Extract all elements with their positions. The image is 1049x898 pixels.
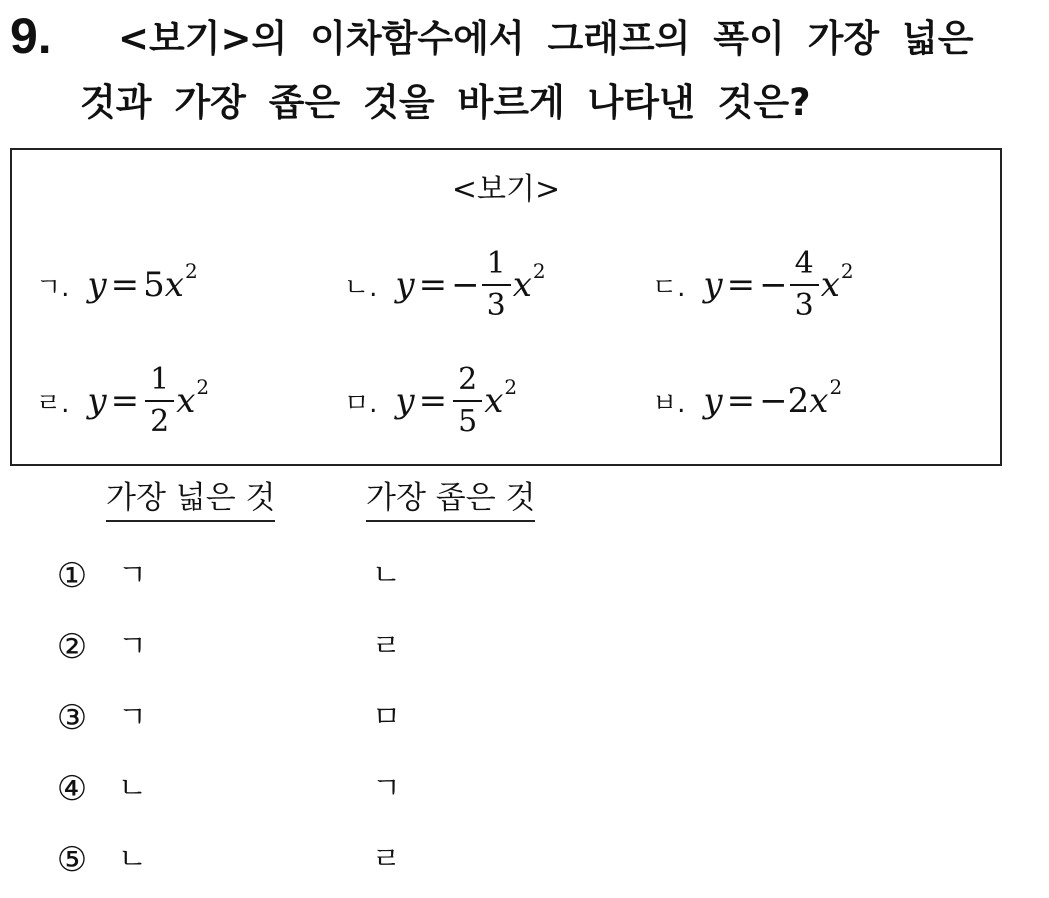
x-variable: x xyxy=(512,265,532,305)
example-item-bieup xyxy=(652,356,842,446)
item-marker: ㄷ. xyxy=(652,272,686,303)
equation xyxy=(395,362,517,440)
y-variable: y xyxy=(87,265,107,305)
minus-sign: − xyxy=(759,265,788,305)
exponent: 2 xyxy=(196,375,210,399)
equation xyxy=(395,246,545,324)
item-marker: ㅁ. xyxy=(344,388,378,419)
fraction xyxy=(145,362,174,440)
answer-choice-5[interactable] xyxy=(0,828,1049,898)
y-variable: y xyxy=(395,265,415,305)
example-item-rieul xyxy=(36,356,209,446)
equals-sign: = xyxy=(726,381,756,421)
choice-number[interactable]: ③ xyxy=(56,698,88,738)
x-variable: x xyxy=(484,381,504,421)
choice-narrowest: ㄹ xyxy=(372,629,401,664)
choice-widest: ㄱ xyxy=(118,700,147,735)
equation xyxy=(703,375,843,421)
y-variable: y xyxy=(395,381,415,421)
minus-sign: − xyxy=(451,265,480,305)
equals-sign: = xyxy=(418,381,448,421)
column-header-narrowest: 가장 좁은 것 xyxy=(366,478,535,522)
choice-widest: ㄴ xyxy=(118,771,147,806)
example-item-nieun xyxy=(344,240,546,330)
equation xyxy=(703,246,853,324)
equation xyxy=(87,259,198,305)
minus-sign: − xyxy=(759,381,788,421)
question-text-line-1: <보기>의 이차함수에서 그래프의 폭이 가장 넓은 xyxy=(118,17,974,60)
choice-narrowest: ㄱ xyxy=(372,771,401,806)
example-box-title: <보기> xyxy=(451,172,561,207)
equals-sign: = xyxy=(418,265,448,305)
fraction-denominator: 5 xyxy=(458,404,478,439)
exponent: 2 xyxy=(532,259,546,283)
exponent: 2 xyxy=(829,375,843,399)
equals-sign: = xyxy=(110,381,140,421)
x-variable: x xyxy=(164,265,184,305)
coefficient: 5 xyxy=(143,265,165,305)
answer-choice-1[interactable] xyxy=(0,544,1049,614)
fraction-numerator: 1 xyxy=(145,362,174,402)
example-item-giyeok xyxy=(36,240,198,330)
choice-widest: ㄱ xyxy=(118,629,147,664)
equation xyxy=(87,362,209,440)
y-variable: y xyxy=(703,381,723,421)
choice-narrowest: ㄴ xyxy=(372,558,401,593)
answer-choice-3[interactable] xyxy=(0,686,1049,756)
x-variable: x xyxy=(176,381,196,421)
question-text-line-2: 것과 가장 좁은 것을 바르게 나타낸 것은? xyxy=(80,81,811,124)
fraction-denominator: 3 xyxy=(486,288,506,323)
column-header-widest: 가장 넓은 것 xyxy=(106,478,275,522)
answer-choice-4[interactable] xyxy=(0,757,1049,827)
fraction xyxy=(790,246,819,324)
choice-number[interactable]: ① xyxy=(56,556,88,596)
exponent: 2 xyxy=(840,259,854,283)
coefficient: 2 xyxy=(787,381,810,421)
y-variable: y xyxy=(87,381,107,421)
choice-number[interactable]: ④ xyxy=(56,769,88,809)
exponent: 2 xyxy=(184,259,198,283)
item-marker: ㅂ. xyxy=(652,388,686,419)
exponent: 2 xyxy=(504,375,518,399)
example-box xyxy=(10,148,1002,466)
question-number: 9. xyxy=(10,8,52,64)
fraction xyxy=(482,246,511,324)
choice-number[interactable]: ⑤ xyxy=(56,840,88,880)
item-marker: ㄹ. xyxy=(36,388,70,419)
x-variable: x xyxy=(820,265,840,305)
fraction-numerator: 4 xyxy=(790,246,819,286)
equals-sign: = xyxy=(110,265,140,305)
choice-widest: ㄴ xyxy=(118,842,147,877)
example-item-digeut xyxy=(652,240,854,330)
fraction-denominator: 3 xyxy=(794,288,814,323)
y-variable: y xyxy=(703,265,723,305)
equals-sign: = xyxy=(726,265,756,305)
answer-choice-2[interactable] xyxy=(0,615,1049,685)
choice-widest: ㄱ xyxy=(118,558,147,593)
fraction-numerator: 2 xyxy=(453,362,482,402)
fraction-numerator: 1 xyxy=(482,246,511,286)
example-item-mieum xyxy=(344,356,517,446)
fraction xyxy=(453,362,482,440)
item-marker: ㄱ. xyxy=(36,272,70,303)
choice-narrowest: ㄹ xyxy=(372,842,401,877)
item-marker: ㄴ. xyxy=(344,272,378,303)
fraction-denominator: 2 xyxy=(150,404,170,439)
x-variable: x xyxy=(809,381,829,421)
choice-number[interactable]: ② xyxy=(56,627,88,667)
choice-narrowest: ㅁ xyxy=(372,700,401,735)
